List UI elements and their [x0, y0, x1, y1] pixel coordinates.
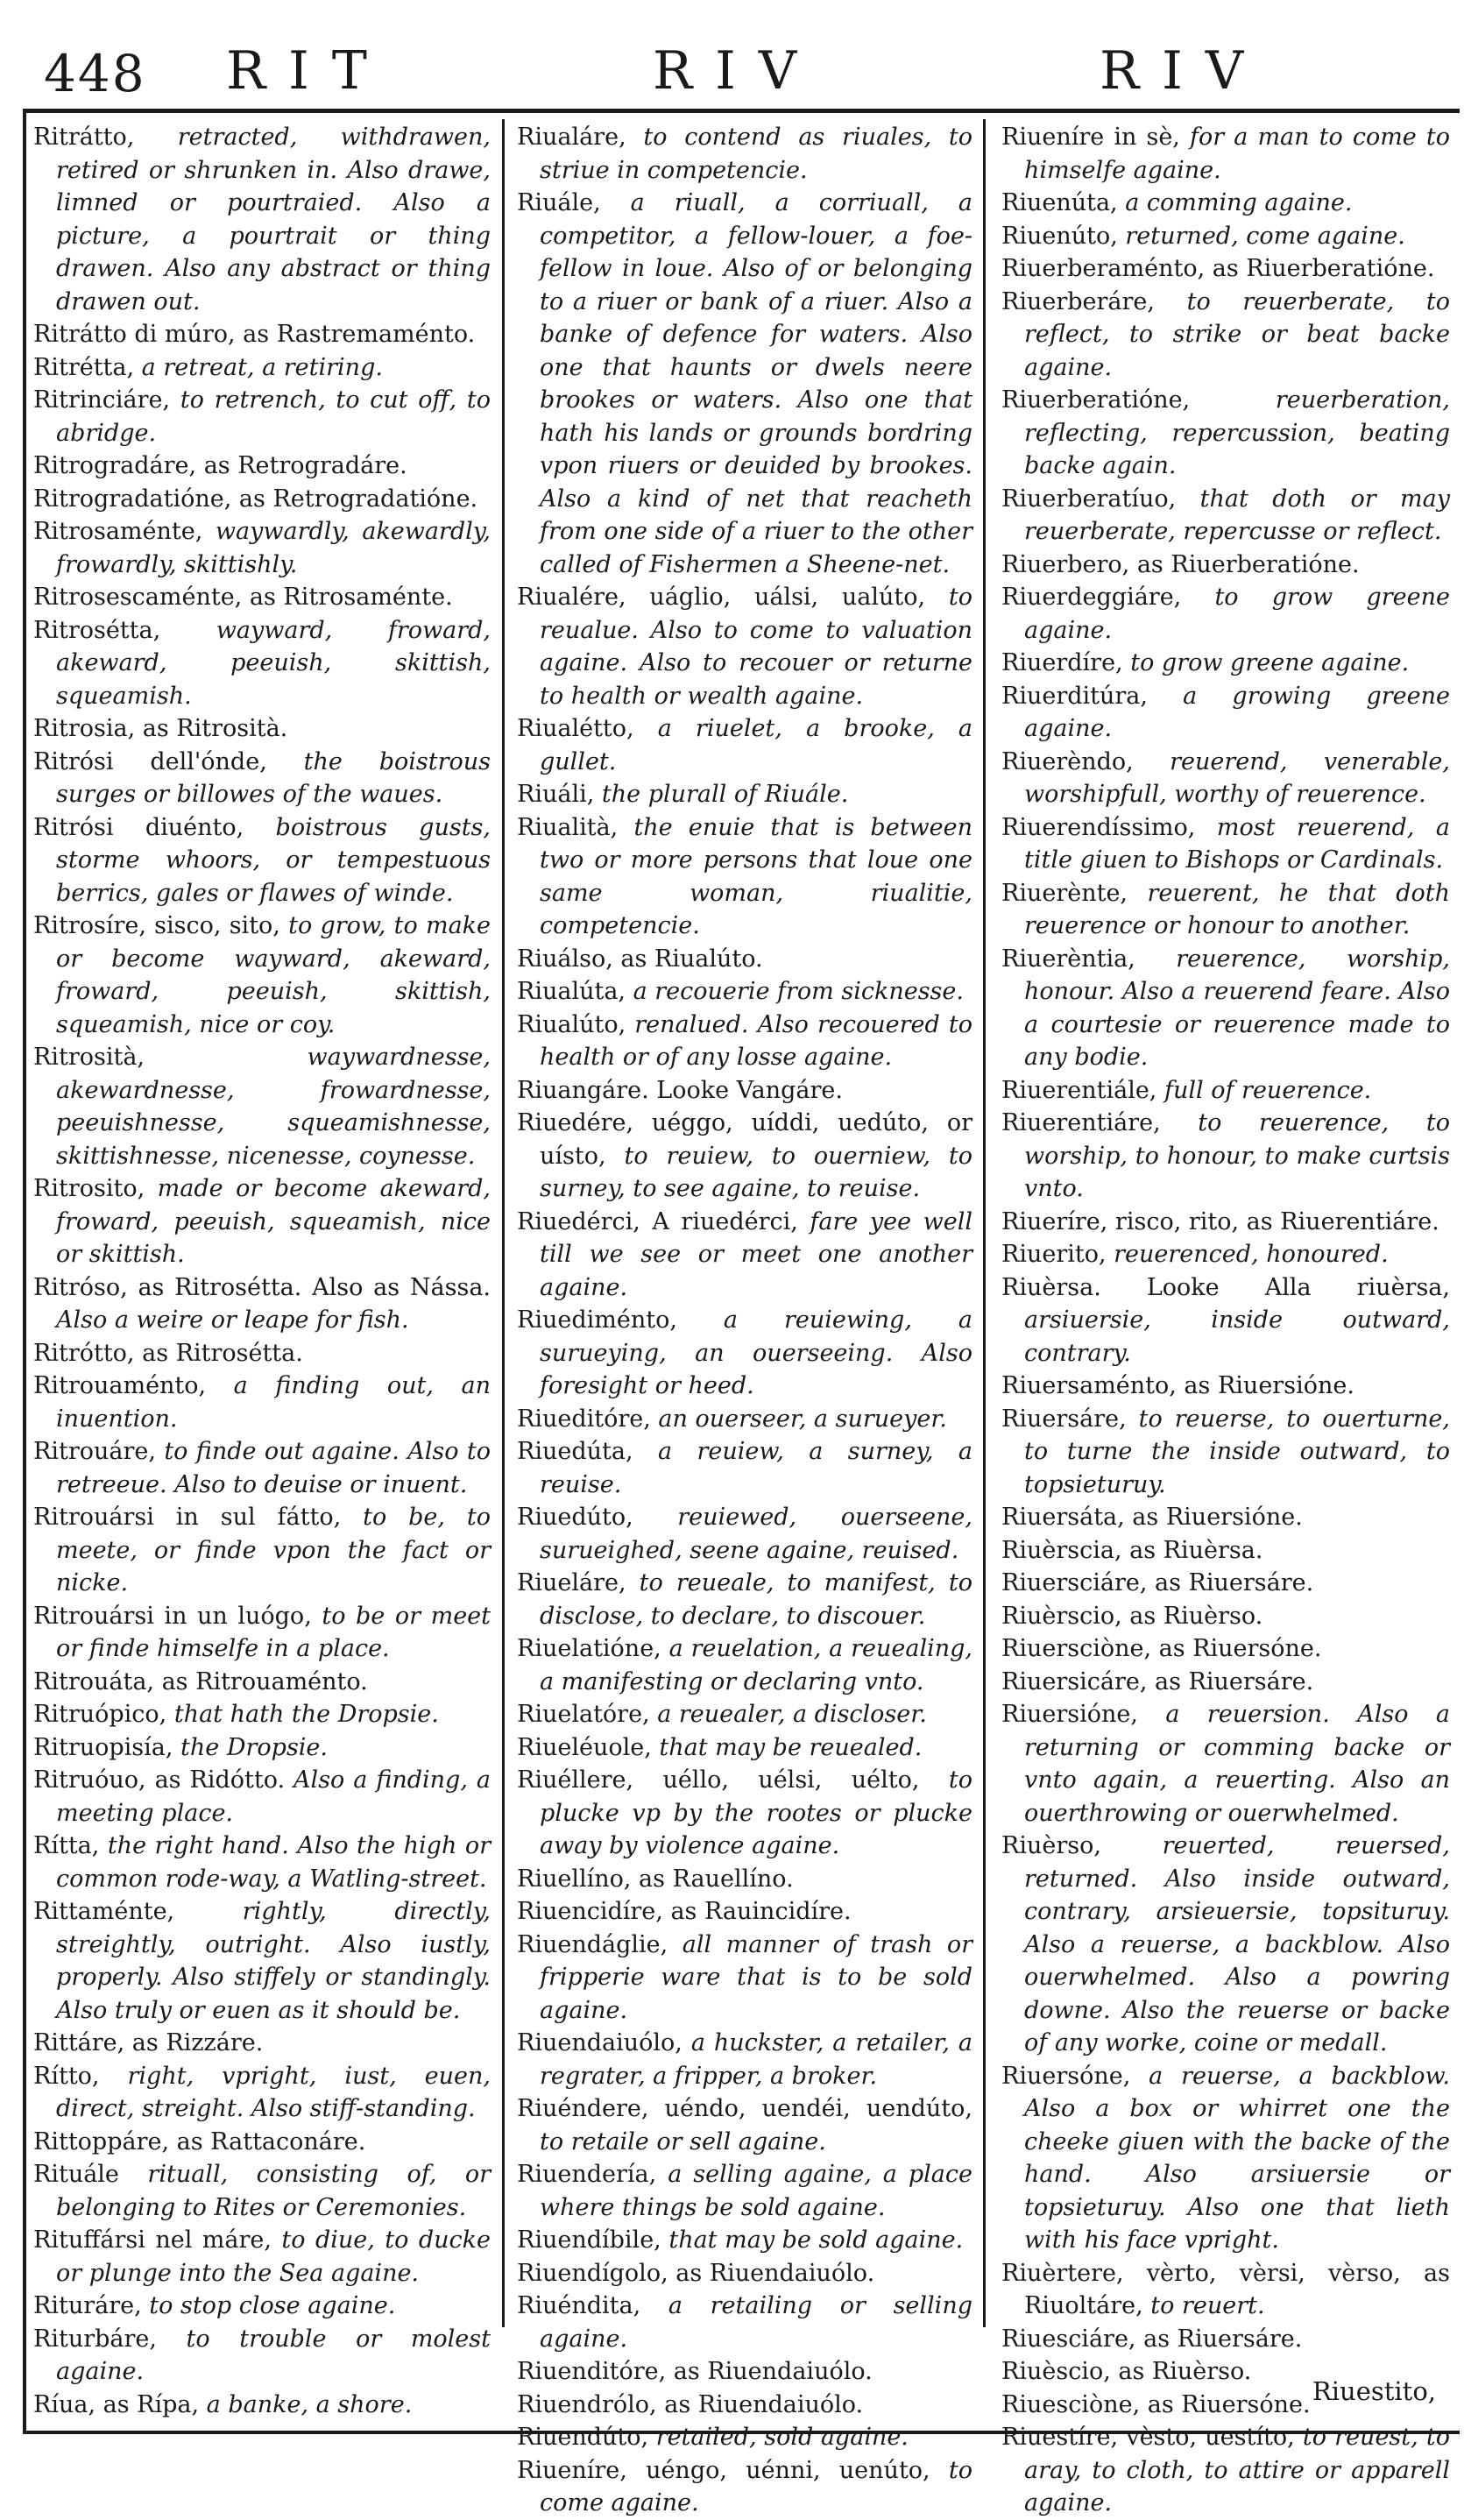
entry-headword: Riuesciòne, as Riuersóne.: [1001, 2390, 1311, 2418]
entry-headword: Riuesciáre, as Riuersáre.: [1001, 2325, 1303, 2353]
entry-headword: Rituffársi nel máre,: [33, 2226, 272, 2254]
entry-headword: Ritrouáta, as Ritrouaménto.: [33, 1667, 368, 1695]
entry-headword: Riualúta,: [517, 978, 626, 1005]
dictionary-entry: [1001, 2421, 1450, 2520]
dictionary-entry: [1001, 286, 1450, 385]
entry-headword: Riueníre in sè,: [1001, 124, 1180, 151]
dictionary-entry: [33, 1172, 491, 1271]
entry-definition: reuerenced, honoured.: [1106, 1241, 1389, 1268]
entry-definition: reuerent, he that doth reuerence or honour to another.: [1024, 879, 1450, 939]
entry-definition: a banke, a shore.: [199, 2390, 413, 2418]
dictionary-entry: [33, 2027, 491, 2060]
dictionary-entry: [1001, 2257, 1450, 2323]
entry-headword: Riualúto,: [517, 1010, 626, 1038]
dictionary-entry: [1001, 1666, 1450, 1699]
entry-headword: Ritróso, as Ritrosétta. Also as Nássa.: [33, 1273, 491, 1301]
entry-headword: Riuelatóre,: [517, 1701, 650, 1728]
dictionary-entry: [517, 1764, 972, 1863]
dictionary-entry: [517, 1206, 972, 1305]
dictionary-entry: [517, 1107, 972, 1206]
entry-headword: Ritrósi dell'ónde,: [33, 747, 267, 775]
entry-headword: Riuersáta, as Riuersióne.: [1001, 1504, 1303, 1531]
entry-headword: Riuersóne,: [1001, 2062, 1131, 2090]
frame-rule-left: [23, 109, 26, 2434]
entry-definition: the right hand. Also the high or common rode-way, a Watling-street.: [56, 1832, 491, 1893]
column-divider: [502, 119, 505, 2327]
entry-headword: Riuèrsa. Looke Alla riuèrsa,: [1001, 1273, 1450, 1301]
dictionary-entry: [517, 1632, 972, 1698]
dictionary-entry: [1001, 1370, 1450, 1403]
running-head-word: RIV: [1100, 40, 1267, 102]
entry-definition: wayward, froward, akeward, peeuish, skittish, squeamish.: [56, 616, 491, 710]
entry-definition: retailed, sold againe.: [648, 2424, 909, 2451]
dictionary-entry: [517, 1895, 972, 1929]
dictionary-entry: [33, 2389, 491, 2422]
dictionary-entry: [517, 943, 972, 976]
entry-definition: to reuerberate, to reflect, to strike or beat backe againe.: [1024, 287, 1450, 381]
entry-definition: to be or meet or finde himselfe in a place.: [56, 1602, 491, 1662]
dictionary-entry: [33, 1041, 491, 1172]
entry-definition: to reuest, to aray, to cloth, to attire or apparell againe.: [1024, 2424, 1450, 2516]
entry-definition: a riuall, a corriuall, a competitor, a fellow-louer, a foe-fellow in loue. Also of or belonging to a riuer or bank of a riuer. Also a banke of defence for waters. Also one that haunts or dwels neere brookes or waters. Also one that hath his lands or grounds bordring vpon riuers or deuided by brookes. Also a kind of net that reacheth from one side of a riuer to the other called of Fishermen a Sheene-net.: [540, 189, 972, 578]
entry-headword: Riuendáglie,: [517, 1930, 668, 1958]
dictionary-entry: [517, 121, 972, 187]
dictionary-entry: [1001, 1534, 1450, 1568]
entry-definition: a reuiew, a surney, a reuise.: [540, 1438, 972, 1498]
entry-headword: Riuèscio, as Riuèrso.: [1001, 2358, 1252, 2385]
entry-headword: Riuéndere, uéndo, uendéi, uendúto,: [517, 2095, 972, 2122]
entry-definition: returned, come againe.: [1117, 222, 1405, 250]
entry-headword: Ritrátto,: [33, 124, 135, 151]
entry-definition: to grow greene againe.: [1024, 584, 1450, 644]
entry-definition: to trouble or molest againe.: [56, 2325, 491, 2385]
entry-definition: a retailing or selling againe.: [540, 2292, 972, 2353]
dictionary-entry: [1001, 483, 1450, 549]
entry-headword: Ritrosaménte,: [33, 518, 203, 545]
dictionary-entry: [517, 1501, 972, 1567]
dictionary-column-2: [517, 121, 973, 2516]
entry-headword: Riuèrso,: [1001, 1832, 1101, 1859]
dictionary-entry: [33, 1271, 491, 1337]
dictionary-entry: [517, 1567, 972, 1632]
entry-headword: Riuangáre. Looke Vangáre.: [517, 1076, 843, 1104]
dictionary-entry: [1001, 647, 1450, 680]
entry-headword: Ritrouársi in sul fátto,: [33, 1504, 342, 1531]
dictionary-entry: [517, 2389, 972, 2422]
entry-definition: reuerend, venerable, worshipfull, worthy of reuerence.: [1024, 747, 1450, 808]
entry-headword: Ritrogradáre, as Retrogradáre.: [33, 452, 407, 479]
entry-definition: a recouerie from sicknesse.: [626, 978, 964, 1005]
dictionary-entry: [517, 187, 972, 581]
dictionary-entry: [33, 910, 491, 1041]
entry-headword: Riuéndita,: [517, 2292, 641, 2319]
entry-definition: reuerence, worship, honour. Also a reuerend feare. Also a courtesie or reuerence made to any bodie.: [1024, 945, 1450, 1071]
entry-definition: all manner of trash or fripperie ware that is to be sold againe.: [540, 1930, 972, 2024]
entry-headword: Riuerentiáre,: [1001, 1109, 1161, 1136]
entry-headword: Riuendería,: [517, 2161, 657, 2188]
entry-headword: Ritrosia, as Ritrosità.: [33, 715, 288, 742]
entry-headword: Riuèrtere, vèrto, vèrsi, vèrso, as Riuoltáre,: [1001, 2259, 1450, 2319]
dictionary-entry: [517, 2092, 972, 2158]
entry-headword: Riuèrscia, as Riuèrsa.: [1001, 1536, 1263, 1564]
entry-definition: a riuelet, a brooke, a gullet.: [540, 715, 972, 775]
entry-headword: Ritrouársi in un luógo,: [33, 1602, 312, 1630]
dictionary-entry: [1001, 549, 1450, 582]
dictionary-entry: [1001, 384, 1450, 483]
entry-headword: Rittaménte,: [33, 1898, 175, 1925]
dictionary-entry: [1001, 252, 1450, 286]
entry-headword: Riualétto,: [517, 715, 634, 742]
entry-definition: the enuie that is between two or more persons that loue one same woman, riualitie, competencie.: [540, 813, 972, 939]
dictionary-entry: [1001, 746, 1450, 811]
entry-definition: a reuersion. Also a returning or comming backe or vnto again, a reuerting. Also an ouerthrowing or ouerwhelmed.: [1024, 1701, 1450, 1827]
dictionary-entry: [517, 1929, 972, 2028]
entry-definition: to reuert.: [1142, 2292, 1265, 2319]
entry-headword: Riuendíbile,: [517, 2226, 661, 2254]
dictionary-entry: [33, 1895, 491, 2027]
entry-headword: Ríua, as Rípa,: [33, 2390, 200, 2418]
dictionary-entry: [33, 483, 491, 516]
dictionary-entry: [1001, 220, 1450, 253]
dictionary-entry: [517, 712, 972, 778]
entry-definition: to grow greene againe.: [1122, 649, 1410, 676]
entry-headword: Riuerentiále,: [1001, 1076, 1157, 1104]
entry-headword: Riueditóre,: [517, 1405, 651, 1433]
entry-headword: Riuelatióne,: [517, 1635, 661, 1662]
entry-headword: Ritruóuo, as Ridótto.: [33, 1766, 286, 1794]
entry-definition: a comming againe.: [1117, 189, 1353, 216]
entry-definition: to reualue. Also to come to valuation againe. Also to recouer or returne to health or wealth againe.: [540, 584, 972, 710]
entry-definition: to reuerence, to worship, to honour, to make curtsis vnto.: [1024, 1109, 1450, 1202]
running-head-word: RIT: [226, 40, 390, 102]
dictionary-entry: [33, 581, 491, 614]
dictionary-entry: [33, 318, 491, 351]
entry-definition: that hath the Dropsie.: [166, 1701, 439, 1728]
dictionary-entry: [517, 1304, 972, 1403]
dictionary-entry: [517, 1731, 972, 1765]
dictionary-entry: [517, 811, 972, 943]
dictionary-entry: [517, 581, 972, 712]
dictionary-entry: [33, 2060, 491, 2126]
entry-definition: retracted, withdrawen, retired or shrunken in. Also drawe, limned or pourtraied. Also a picture, a pourtrait or thing drawen. Also any abstract or thing drawen out.: [56, 124, 491, 315]
entry-headword: Riueláre,: [517, 1569, 626, 1596]
dictionary-entry: [33, 1435, 491, 1501]
dictionary-entry: [33, 351, 491, 385]
entry-headword: Riuerberaménto, as Riuerberatióne.: [1001, 255, 1435, 282]
catchword: Riuestito,: [1312, 2376, 1436, 2406]
entry-headword: Riuerènte,: [1001, 879, 1128, 907]
entry-headword: Ritruópico,: [33, 1701, 167, 1728]
dictionary-entry: [33, 1698, 491, 1731]
entry-headword: Rituráre,: [33, 2292, 142, 2319]
dictionary-entry: [1001, 1501, 1450, 1534]
entry-headword: Ritruopisía,: [33, 1733, 173, 1761]
dictionary-entry: [1001, 1074, 1450, 1108]
entry-headword: Riuenúta,: [1001, 189, 1118, 216]
dictionary-entry: [517, 1403, 972, 1436]
entry-headword: Riuerito,: [1001, 1241, 1107, 1268]
entry-headword: Ritrótto, as Ritrosétta.: [33, 1339, 303, 1367]
entry-headword: Riuéllere, uéllo, uélsi, uélto,: [517, 1766, 920, 1794]
dictionary-entry: [1001, 943, 1450, 1074]
entry-headword: Riuerendíssimo,: [1001, 813, 1196, 841]
entry-definition: to reuiew, to ouerniew, to surney, to see againe, to reuise.: [540, 1142, 972, 1202]
entry-headword: Riuerberáre,: [1001, 287, 1155, 315]
entry-headword: Riuále,: [517, 189, 601, 216]
dictionary-entry: [1001, 1632, 1450, 1666]
entry-headword: Ritrétta,: [33, 353, 135, 381]
entry-definition: to finde out againe. Also to retreeue. Also to deuise or inuent.: [56, 1438, 491, 1498]
dictionary-entry: [33, 1501, 491, 1600]
entry-definition: to reueale, to manifest, to disclose, to declare, to discouer.: [540, 1569, 972, 1630]
dictionary-entry: [517, 2224, 972, 2257]
entry-headword: Riuendrólo, as Riuendaiuólo.: [517, 2390, 864, 2418]
entry-definition: to diue, to ducke or plunge into the Sea againe.: [56, 2226, 492, 2287]
dictionary-entry: [33, 2323, 491, 2389]
entry-headword: Riuerèndo,: [1001, 747, 1134, 775]
entry-headword: Ritrosíre, sisco, sito,: [33, 912, 280, 939]
entry-headword: Riueníre, uéngo, uénni, uenúto,: [517, 2456, 930, 2484]
entry-headword: Riuedére, uéggo, uíddi, uedúto, or uísto,: [517, 1109, 972, 1170]
entry-definition: to contend as riuales, to striue in competencie.: [540, 124, 972, 184]
entry-headword: Riuellíno, as Rauellíno.: [517, 1865, 794, 1893]
dictionary-entry: [1001, 1600, 1450, 1633]
dictionary-entry: [1001, 2323, 1450, 2356]
column-divider: [983, 119, 986, 2327]
dictionary-entry: [33, 1337, 491, 1370]
dictionary-entry: [517, 1698, 972, 1731]
entry-headword: Riuerdíre,: [1001, 649, 1123, 676]
entry-headword: Riuedérci, A riuedérci,: [517, 1207, 798, 1235]
entry-headword: Riuersciáre, as Riuersáre.: [1001, 1569, 1314, 1596]
entry-definition: to stop close againe.: [141, 2292, 396, 2319]
entry-definition: Also a finding, a meeting place.: [56, 1766, 492, 1827]
entry-headword: Riuedúto,: [517, 1504, 633, 1531]
entry-definition: that may be reuealed.: [651, 1733, 923, 1761]
entry-definition: a reuealer, a discloser.: [649, 1701, 927, 1728]
entry-headword: Riualáre,: [517, 124, 626, 151]
dictionary-entry: [33, 811, 491, 910]
dictionary-entry: [517, 2355, 972, 2389]
entry-definition: a reuerse, a backblow. Also a box or whirret one the cheeke giuen with the backe of the hand. Also arsiuersie or topsieturuy. Also one that lieth with his face vpright.: [1024, 2062, 1450, 2254]
dictionary-entry: [33, 1600, 491, 1666]
dictionary-entry: [33, 712, 491, 746]
dictionary-entry: [1001, 811, 1450, 877]
entry-definition: waywardnesse, akewardnesse, frowardnesse, peeuishnesse, squeamishnesse, skittishnesse, nicenesse, coynesse.: [56, 1044, 491, 1170]
entry-definition: reuerberation, reflecting, repercussion, beating backe again.: [1024, 386, 1450, 479]
dictionary-entry: [1001, 1206, 1450, 1239]
dictionary-entry: [1001, 877, 1450, 943]
entry-headword: Riuálso, as Riualúto.: [517, 945, 763, 973]
entry-headword: Rittoppáre, as Rattaconáre.: [33, 2127, 366, 2155]
entry-definition: to reuerse, to ouerturne, to turne the inside outward, to topsieturuy.: [1024, 1405, 1450, 1498]
dictionary-entry: [1001, 1403, 1450, 1502]
entry-definition: a finding out, an inuention.: [56, 1372, 491, 1433]
entry-definition: boistrous gusts, storme whoors, or tempestuous berrics, gales or flawes of winde.: [56, 813, 491, 907]
dictionary-entry: [33, 1731, 491, 1765]
entry-headword: Riuersaménto, as Riuersióne.: [1001, 1372, 1354, 1399]
dictionary-entry: [1001, 680, 1450, 746]
entry-headword: Riuestíre, vèsto, uestíto,: [1001, 2424, 1295, 2451]
entry-definition: the plurall of Riuále.: [594, 781, 849, 808]
dictionary-entry: [33, 614, 491, 713]
dictionary-entry: [33, 449, 491, 483]
entry-headword: Riuerditúra,: [1001, 682, 1148, 710]
entry-definition: a reuiewing, a surueying, an ouerseeing. Also foresight or heed.: [540, 1306, 972, 1399]
entry-headword: Rítto,: [33, 2062, 100, 2090]
entry-headword: Ritrosità,: [33, 1044, 145, 1071]
dictionary-entry: [33, 2224, 491, 2290]
entry-headword: Riuersciòne, as Riuersóne.: [1001, 1635, 1322, 1662]
entry-headword: Riuerèntia,: [1001, 945, 1135, 973]
dictionary-entry: [1001, 1830, 1450, 2060]
dictionary-entry: [1001, 581, 1450, 647]
running-head: [0, 33, 1464, 112]
entry-headword: Riuerdeggiáre,: [1001, 584, 1182, 611]
dictionary-column-1: [33, 121, 492, 2418]
entry-headword: Ritrosescaménte, as Ritrosaménte.: [33, 584, 453, 611]
entry-headword: Riualità,: [517, 813, 619, 841]
entry-definition: to come againe.: [540, 2456, 972, 2516]
entry-headword: Rituále: [33, 2161, 119, 2188]
entry-definition: for a man to come to himselfe againe.: [1024, 124, 1450, 184]
entry-headword: Riuáli,: [517, 781, 595, 808]
dictionary-entry: [1001, 121, 1450, 187]
entry-definition: to retrench, to cut off, to abridge.: [56, 386, 491, 447]
dictionary-entry: [1001, 1271, 1450, 1370]
entry-definition: full of reuerence.: [1156, 1076, 1372, 1104]
entry-definition: an ouerseer, a surueyer.: [650, 1405, 947, 1433]
dictionary-entry: [517, 778, 972, 811]
entry-headword: Riuedúta,: [517, 1438, 633, 1465]
entry-definition: to plucke vp by the rootes or plucke away by violence againe.: [540, 1766, 972, 1859]
entry-headword: Riuersicáre, as Riuersáre.: [1001, 1667, 1314, 1695]
entry-definition: a reuelation, a reuealing, a manifesting or declaring vnto.: [540, 1635, 972, 1695]
entry-headword: Ritrinciáre,: [33, 386, 171, 414]
entry-definition: rightly, directly, streightly, outright. Also iustly, properly. Also stiffely or standingly. Also truly or euen as it should be.: [56, 1898, 491, 2024]
entry-headword: Riuendúto,: [517, 2424, 649, 2451]
entry-headword: Ritrogradatióne, as Retrogradatióne.: [33, 485, 478, 513]
entry-definition: to grow, to make or become wayward, akeward, froward, peeuish, skittish, squeamish, nice or coy.: [56, 912, 491, 1038]
entry-headword: Riueríre, risco, rito, as Riuerentiáre.: [1001, 1207, 1439, 1235]
dictionary-entry: [517, 2158, 972, 2224]
page-number: 448: [44, 44, 146, 103]
dictionary-entry: [33, 1764, 491, 1830]
entry-headword: Ritrouáre,: [33, 1438, 156, 1465]
entry-headword: Riuenúto,: [1001, 222, 1118, 250]
entry-headword: Ritrosito,: [33, 1175, 145, 1202]
entry-headword: Ritrósi diuénto,: [33, 813, 244, 841]
entry-headword: Riuersióne,: [1001, 1701, 1138, 1728]
dictionary-entry: [33, 515, 491, 581]
entry-definition: renalued. Also recouered to health or of any losse againe.: [540, 1010, 972, 1071]
dictionary-entry: [1001, 1567, 1450, 1600]
entry-definition: the boistrous surges or billowes of the waues.: [56, 747, 492, 808]
dictionary-entry: [1001, 1238, 1450, 1271]
dictionary-entry: [517, 1863, 972, 1896]
frame-rule-top: [23, 109, 1460, 113]
entry-definition: right, vpright, iust, euen, direct, streight. Also stiff-standing.: [56, 2062, 491, 2122]
entry-definition: reuiewed, ouerseene, surueighed, seene againe, reuised.: [540, 1504, 972, 1564]
entry-definition: a retreat, a retiring.: [134, 353, 383, 381]
entry-headword: Rítta,: [33, 1832, 100, 1859]
entry-headword: Riuersáre,: [1001, 1405, 1127, 1433]
entry-definition: a growing greene againe.: [1024, 682, 1450, 742]
entry-headword: Riuèrscio, as Riuèrso.: [1001, 1602, 1263, 1630]
dictionary-entry: [33, 1666, 491, 1699]
dictionary-entry: [1001, 187, 1450, 220]
entry-headword: Riuediménto,: [517, 1306, 677, 1334]
entry-definition: fare yee well till we see or meet one another againe.: [540, 1207, 973, 1301]
entry-headword: Riuencidíre, as Rauincidíre.: [517, 1898, 852, 1925]
entry-definition: that may be sold againe.: [661, 2226, 964, 2254]
dictionary-entry: [33, 1830, 491, 1895]
entry-definition: reuerted, reuersed, returned. Also inside outward, contrary, arsieuersie, topsituruy. Also a reuerse, a backblow. Also ouerwhelmed. Also a powring downe. Also the reuerse or backe of any worke, coine or medall.: [1024, 1832, 1450, 2056]
entry-headword: Riuerberatióne,: [1001, 386, 1191, 414]
dictionary-entry: [517, 975, 972, 1009]
dictionary-entry: [33, 746, 491, 811]
entry-definition: that doth or may reuerberate, repercusse or reflect.: [1024, 485, 1450, 545]
entry-headword: Riuendaiuólo,: [517, 2029, 682, 2056]
entry-definition: to be, to meete, or finde vpon the fact or nicke.: [56, 1504, 491, 1596]
dictionary-entry: [517, 2421, 972, 2454]
entry-headword: Riturbáre,: [33, 2325, 157, 2353]
dictionary-entry: [1001, 2060, 1450, 2257]
entry-definition: to retaile or sell againe.: [540, 2127, 826, 2155]
entry-headword: Ritrátto di múro, as Rastremaménto.: [33, 321, 476, 348]
dictionary-entry: [517, 1009, 972, 1074]
entry-definition: rituall, consisting of, or belonging to Rites or Ceremonies.: [56, 2161, 491, 2221]
entry-headword: Riuenditóre, as Riuendaiuólo.: [517, 2358, 873, 2385]
dictionary-entry: [33, 1370, 491, 1435]
entry-definition: made or become akeward, froward, peeuish, squeamish, nice or skittish.: [56, 1175, 491, 1268]
dictionary-entry: [33, 2158, 491, 2224]
entry-headword: Riualére, uáglio, uálsi, ualúto,: [517, 584, 926, 611]
entry-definition: the Dropsie.: [173, 1733, 328, 1761]
entry-definition: arsiuersie, inside outward, contrary.: [1024, 1306, 1450, 1367]
running-head-word: RIV: [653, 40, 820, 102]
entry-definition: a selling againe, a place where things be sold againe.: [540, 2161, 972, 2221]
dictionary-entry: [517, 2027, 972, 2092]
dictionary-entry: [1001, 1107, 1450, 1206]
entry-definition: most reuerend, a title giuen to Bishops or Cardinals.: [1024, 813, 1450, 874]
entry-definition: Also a weire or leape for fish.: [56, 1306, 409, 1334]
dictionary-entry: [517, 2454, 972, 2520]
dictionary-entry: [33, 121, 491, 318]
dictionary-entry: [517, 2290, 972, 2355]
dictionary-entry: [517, 2257, 972, 2290]
dictionary-entry: [517, 1435, 972, 1501]
entry-headword: Rittáre, as Rizzáre.: [33, 2029, 264, 2056]
dictionary-entry: [33, 384, 491, 449]
entry-definition: a huckster, a retailer, a regrater, a fripper, a broker.: [540, 2029, 972, 2090]
entry-headword: Riuerbero, as Riuerberatióne.: [1001, 550, 1360, 578]
dictionary-entry: [1001, 1698, 1450, 1830]
entry-definition: waywardly, akewardly, frowardly, skittishly.: [56, 518, 491, 578]
entry-headword: Ritrouaménto,: [33, 1372, 207, 1399]
dictionary-entry: [33, 2126, 491, 2159]
dictionary-entry: [33, 2290, 491, 2323]
entry-headword: Riuerberatíuo,: [1001, 485, 1177, 513]
entry-headword: Riueléuole,: [517, 1733, 652, 1761]
entry-headword: Riuendígolo, as Riuendaiuólo.: [517, 2259, 875, 2287]
dictionary-entry: [517, 1074, 972, 1108]
entry-headword: Ritrosétta,: [33, 616, 161, 644]
